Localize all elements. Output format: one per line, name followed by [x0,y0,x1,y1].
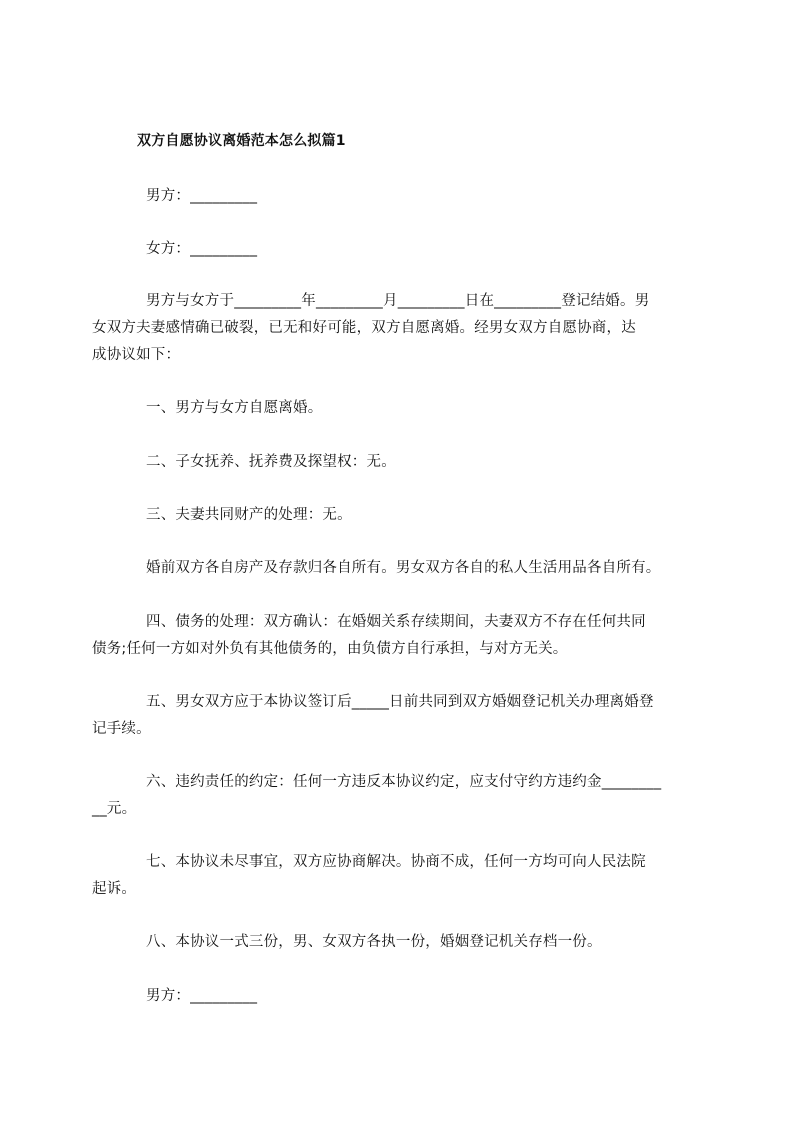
clause-3: 三、夫妻共同财产的处理：无。 [146,507,352,523]
clause-6-line: __元。 [92,801,137,817]
paragraph-line: 女双方夫妻感情确已破裂，已无和好可能，双方自愿离婚。经男女双方自愿协商，达 [92,320,636,336]
clause-5-line: 五、男女双方应于本协议签订后_____日前共同到双方婚姻登记机关办理离婚登 [146,694,654,710]
male-signature-line-bottom: 男方：_________ [146,988,258,1004]
clause-8: 八、本协议一式三份，男、女双方各执一份，婚姻登记机关存档一份。 [146,934,602,950]
paragraph-line: 男方与女方于_________年_________月_________日在_________登记结婚。男 [146,293,650,309]
paragraph-line: 成协议如下： [92,347,181,363]
clause-3-note: 婚前双方各自房产及存款归各自所有。男女双方各自的私人生活用品各自所有。 [146,560,661,576]
female-signature-line: 女方：_________ [146,241,258,257]
clause-6-line: 六、违约责任的约定：任何一方违反本协议约定，应支付守约方违约金________ [146,774,662,790]
clause-7-line: 起诉。 [92,881,137,897]
clause-7-line: 七、本协议未尽事宜，双方应协商解决。协商不成，任何一方均可向人民法院 [146,854,646,870]
clause-4-line: 债务;任何一方如对外负有其他债务的，由负债方自行承担，与对方无关。 [92,641,568,657]
document-title: 双方自愿协议离婚范本怎么拟篇1 [137,133,346,149]
male-signature-line: 男方：_________ [146,188,258,204]
clause-2: 二、子女抚养、抚养费及探望权：无。 [146,454,396,470]
clause-1: 一、男方与女方自愿离婚。 [146,400,323,416]
clause-4-line: 四、债务的处理：双方确认：在婚姻关系存续期间，夫妻双方不存在任何共同 [146,614,646,630]
clause-5-line: 记手续。 [92,721,151,737]
